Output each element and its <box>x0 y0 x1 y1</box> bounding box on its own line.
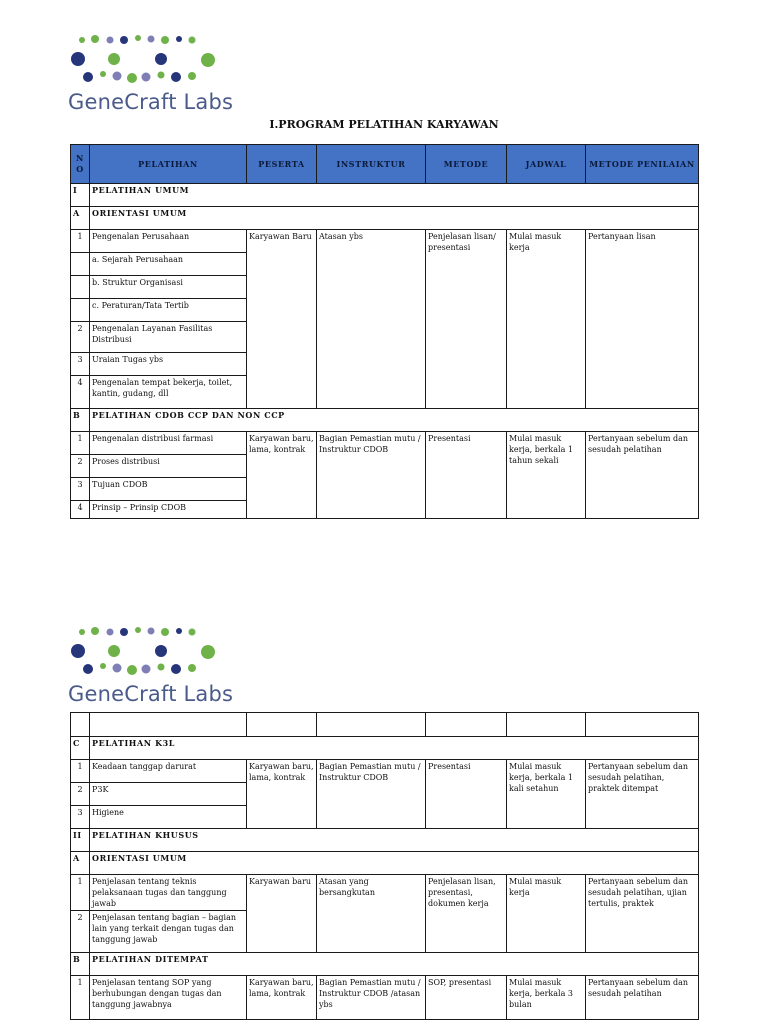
empty-header-row <box>71 713 699 737</box>
row-no: 3 <box>71 806 90 829</box>
cell-instruktur: Bagian Pemastian mutu / Instruktur CDOB /atasan ybs <box>317 976 426 1020</box>
header-jadwal: JADWAL <box>507 145 586 184</box>
cell-peserta: Karyawan baru, lama, kontrak <box>247 976 317 1020</box>
row-pelatihan: Pengenalan Layanan Fasilitas Distribusi <box>90 322 247 353</box>
cell-peserta: Karyawan Baru <box>247 230 317 409</box>
cell-peserta: Karyawan baru, lama, kontrak <box>247 432 317 519</box>
section-row <box>71 829 699 852</box>
row-no: 4 <box>71 376 90 409</box>
cell-metode: SOP, presentasi <box>426 976 507 1020</box>
logo-dots-icon <box>68 34 218 88</box>
cell-instruktur: Atasan ybs <box>317 230 426 409</box>
row-no: 1 <box>71 760 90 783</box>
row-no: 2 <box>71 322 90 353</box>
section-no: A <box>71 852 90 875</box>
section-no: II <box>71 829 90 852</box>
section-row <box>71 953 699 976</box>
brand-name: GeneCraft Labs <box>68 90 234 114</box>
cell-penilaian: Pertanyaan sebelum dan sesudah pelatihan <box>586 432 699 519</box>
row-no <box>71 253 90 276</box>
row-pelatihan: Pengenalan tempat bekerja, toilet, kantin, gudang, dll <box>90 376 247 409</box>
row-pelatihan: Penjelasan tentang teknis pelaksanaan tugas dan tanggung jawab <box>90 875 247 911</box>
row-no: 2 <box>71 455 90 478</box>
table-row <box>71 875 699 911</box>
brand-name: GeneCraft Labs <box>68 682 234 706</box>
cell-metode: Presentasi <box>426 432 507 519</box>
cell-jadwal: Mulai masuk kerja, berkala 3 bulan <box>507 976 586 1020</box>
table-row <box>71 230 699 253</box>
table-header-row <box>71 145 699 184</box>
row-no: 2 <box>71 783 90 806</box>
row-pelatihan: a. Sejarah Perusahaan <box>90 253 247 276</box>
row-pelatihan: Keadaan tanggap darurat <box>90 760 247 783</box>
header-metode-penilaian: METODE PENILAIAN <box>586 145 699 184</box>
document-title: I.PROGRAM PELATIHAN KARYAWAN <box>269 118 499 131</box>
cell-jadwal: Mulai masuk kerja, berkala 1 kali setahun <box>507 760 586 829</box>
header-instruktur: INSTRUKTUR <box>317 145 426 184</box>
row-pelatihan: Tujuan CDOB <box>90 478 247 501</box>
cell-penilaian: Pertanyaan lisan <box>586 230 699 409</box>
section-label: PELATIHAN DITEMPAT <box>90 953 699 976</box>
cell-penilaian: Pertanyaan sebelum dan sesudah pelatihan, ujian tertulis, praktek <box>586 875 699 953</box>
section-label: PELATIHAN UMUM <box>90 184 699 207</box>
section-no: I <box>71 184 90 207</box>
company-logo <box>68 626 233 706</box>
cell-instruktur: Atasan yang bersangkutan <box>317 875 426 953</box>
cell-metode: Penjelasan lisan/ presentasi <box>426 230 507 409</box>
cell-penilaian: Pertanyaan sebelum dan sesudah pelatihan, praktek ditempat <box>586 760 699 829</box>
section-row <box>71 409 699 432</box>
header-pelatihan: PELATIHAN <box>90 145 247 184</box>
header-metode: METODE <box>426 145 507 184</box>
section-label: PELATIHAN CDOB CCP DAN NON CCP <box>90 409 699 432</box>
row-no: 3 <box>71 478 90 501</box>
cell-jadwal: Mulai masuk kerja <box>507 875 586 953</box>
row-no <box>71 276 90 299</box>
row-pelatihan: P3K <box>90 783 247 806</box>
section-row <box>71 852 699 875</box>
logo-dots-icon <box>68 626 218 680</box>
row-pelatihan: Uraian Tugas ybs <box>90 353 247 376</box>
cell-instruktur: Bagian Pemastian mutu / Instruktur CDOB <box>317 432 426 519</box>
cell-instruktur: Bagian Pemastian mutu / Instruktur CDOB <box>317 760 426 829</box>
training-table-1 <box>70 144 699 519</box>
table-row <box>71 760 699 783</box>
row-pelatihan: Penjelasan tentang SOP yang berhubungan dengan tugas dan tanggung jawabnya <box>90 976 247 1020</box>
section-no: A <box>71 207 90 230</box>
table-row <box>71 976 699 1020</box>
section-label: ORIENTASI UMUM <box>90 852 699 875</box>
row-pelatihan: Higiene <box>90 806 247 829</box>
header-peserta: PESERTA <box>247 145 317 184</box>
cell-jadwal: Mulai masuk kerja <box>507 230 586 409</box>
section-row <box>71 184 699 207</box>
row-no: 1 <box>71 432 90 455</box>
row-pelatihan: Prinsip – Prinsip CDOB <box>90 501 247 519</box>
row-pelatihan: Penjelasan tentang bagian – bagian lain yang terkait dengan tugas dan tanggung jawab <box>90 911 247 953</box>
section-no: B <box>71 409 90 432</box>
row-no: 1 <box>71 875 90 911</box>
section-no: B <box>71 953 90 976</box>
row-pelatihan: Pengenalan Perusahaan <box>90 230 247 253</box>
cell-metode: Penjelasan lisan, presentasi, dokumen kerja <box>426 875 507 953</box>
training-table-2 <box>70 712 699 1020</box>
section-label: ORIENTASI UMUM <box>90 207 699 230</box>
table-row <box>71 432 699 455</box>
section-label: PELATIHAN K3L <box>90 737 699 760</box>
row-pelatihan: c. Peraturan/Tata Tertib <box>90 299 247 322</box>
cell-metode: Presentasi <box>426 760 507 829</box>
cell-jadwal: Mulai masuk kerja, berkala 1 tahun sekali <box>507 432 586 519</box>
row-no: 3 <box>71 353 90 376</box>
cell-peserta: Karyawan baru <box>247 875 317 953</box>
row-no: 2 <box>71 911 90 953</box>
section-label: PELATIHAN KHUSUS <box>90 829 699 852</box>
section-row <box>71 737 699 760</box>
row-no: 4 <box>71 501 90 519</box>
section-no: C <box>71 737 90 760</box>
cell-penilaian: Pertanyaan sebelum dan sesudah pelatihan <box>586 976 699 1020</box>
row-no: 1 <box>71 976 90 1020</box>
row-pelatihan: Proses distribusi <box>90 455 247 478</box>
section-row <box>71 207 699 230</box>
row-pelatihan: Pengenalan distribusi farmasi <box>90 432 247 455</box>
header-no: N O <box>71 145 90 184</box>
row-no: 1 <box>71 230 90 253</box>
row-no <box>71 299 90 322</box>
row-pelatihan: b. Struktur Organisasi <box>90 276 247 299</box>
cell-peserta: Karyawan baru, lama, kontrak <box>247 760 317 829</box>
company-logo <box>68 34 233 114</box>
